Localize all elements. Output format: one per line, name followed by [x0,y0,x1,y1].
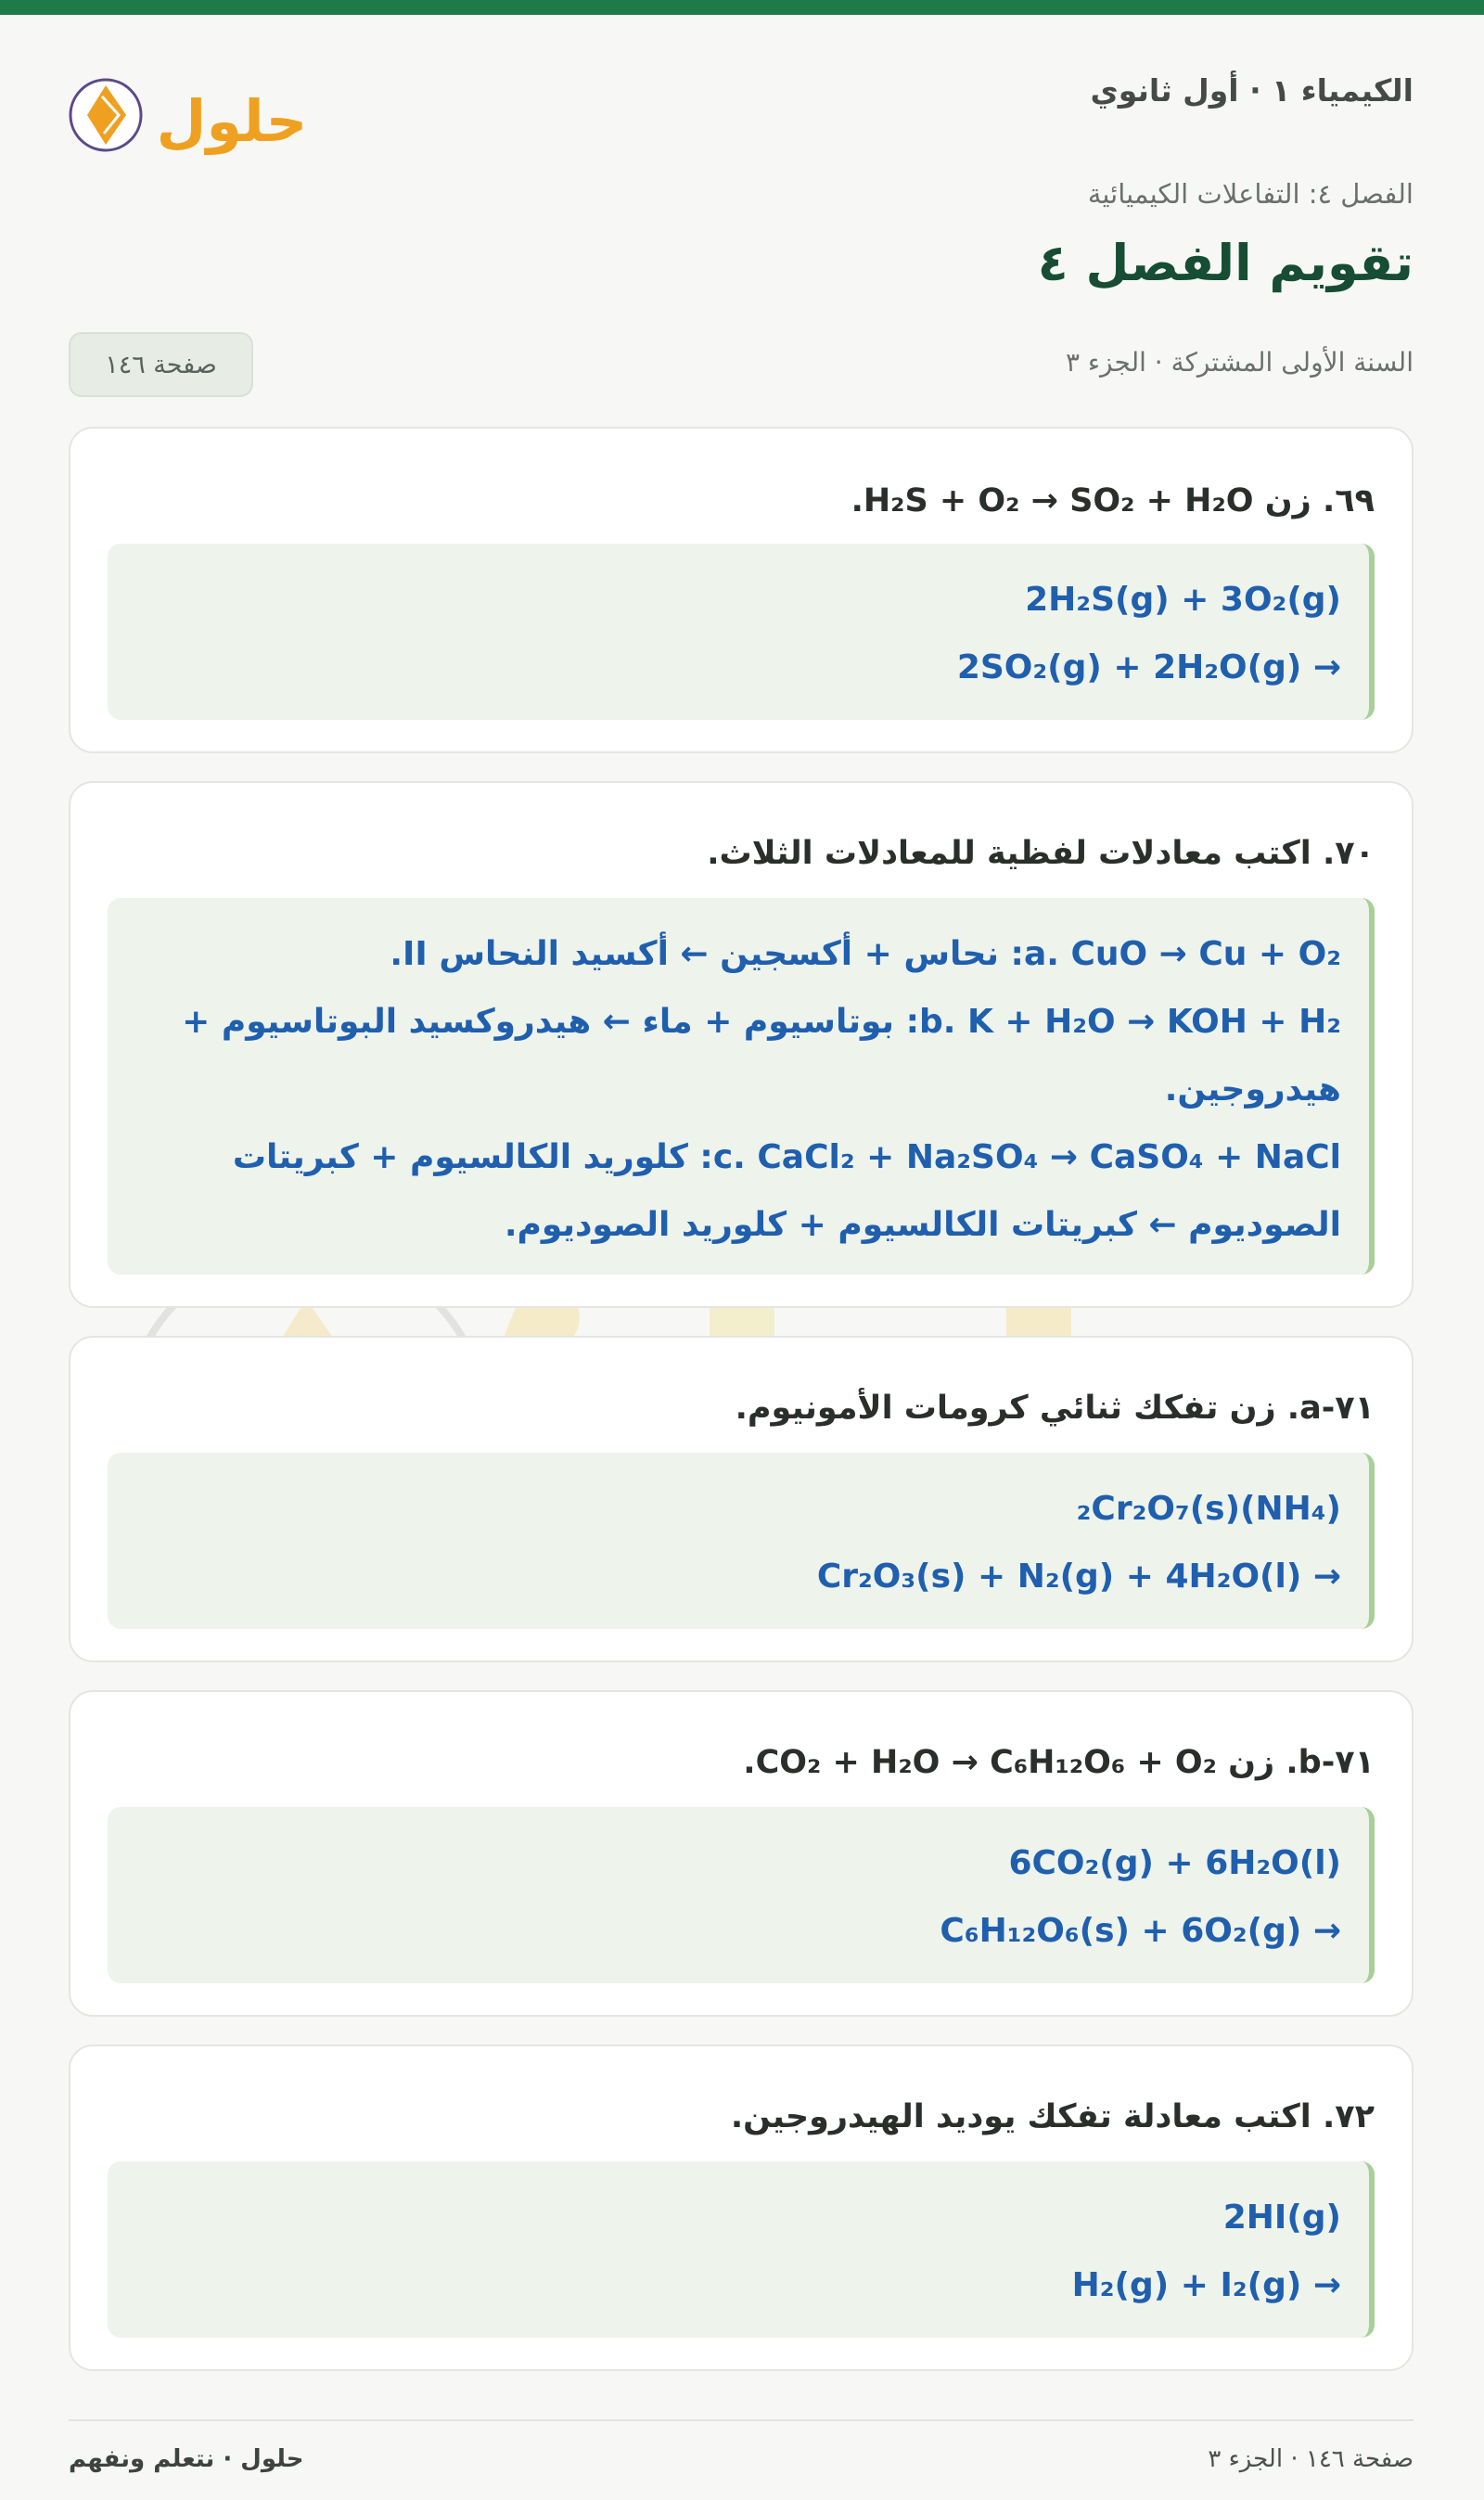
answer-line: 6CO₂(g) + 6H₂O(l) [1008,1844,1341,1882]
answer-line: → H₂(g) + I₂(g) [1071,2266,1341,2304]
question-prompt: ٧٠. اكتب معادلات لفظية للمعادلات الثلاث. [707,835,1375,872]
answer-box [108,2161,1375,2338]
footer-divider [69,2419,1414,2421]
question-card-71b [69,1690,1414,2017]
question-prompt: ٧١-a. زن تفكك ثنائي كرومات الأمونيوم. [735,1390,1375,1427]
chapter-label: الفصل ٤: التفاعلات الكيميائية [1087,178,1414,210]
hulul-logo[interactable] [67,63,317,165]
answer-line: a. CuO → Cu + O₂: نحاس + أكسجين ← أكسيد النحاس II. [390,935,1341,973]
question-prompt: ٧٢. اكتب معادلة تفكك يوديد الهيدروجين. [730,2098,1375,2135]
answer-box [108,898,1375,1275]
answer-box [108,544,1375,720]
footer-page-info: صفحة ١٤٦ · الجزء ٣ [1208,2445,1414,2473]
answer-line: (NH₄)₂Cr₂O₇(s) [1076,1490,1341,1528]
book-subtitle: السنة الأولى المشتركة · الجزء ٣ [1065,347,1414,378]
question-card-72 [69,2045,1414,2371]
answer-box [108,1453,1375,1629]
page-title: تقويم الفصل ٤ [1037,234,1414,292]
question-card-69 [69,427,1414,753]
answer-line: → Cr₂O₃(s) + N₂(g) + 4H₂O(l) [816,1558,1341,1596]
answer-box [108,1807,1375,1983]
page [0,15,1484,2500]
question-prompt: ٦٩. زن H₂S + O₂ → SO₂ + H₂O. [851,482,1375,519]
question-prompt: ٧١-b. زن CO₂ + H₂O → C₆H₁₂O₆ + O₂. [743,1744,1375,1781]
answer-line: c. CaCl₂ + Na₂SO₄ → CaSO₄ + NaCl: كلوريد الكالسيوم + كبريتات الصوديوم ← كبريتات الكالسيوم + كلوريد الصوديوم. [232,1138,1341,1244]
question-card-71a [69,1336,1414,1662]
top-accent-bar [0,0,1484,15]
answer-line: b. K + H₂O → KOH + H₂: بوتاسيوم + ماء ← هيدروكسيد البوتاسيوم + هيدروجين. [182,1003,1341,1109]
answer-line: → C₆H₁₂O₆(s) + 6O₂(g) [940,1912,1341,1950]
answer-line: → 2SO₂(g) + 2H₂O(g) [956,648,1341,686]
page-badge: صفحة ١٤٦ [69,332,253,397]
subject-title: الكيمياء ١ · أول ثانوي [1090,72,1414,109]
answer-line: 2H₂S(g) + 3O₂(g) [1025,581,1341,619]
footer-brand: حلول · نتعلم ونفهم [69,2445,304,2473]
logo-text: حلول [156,87,308,155]
question-card-70 [69,781,1414,1308]
answer-line: 2HI(g) [1222,2199,1341,2237]
